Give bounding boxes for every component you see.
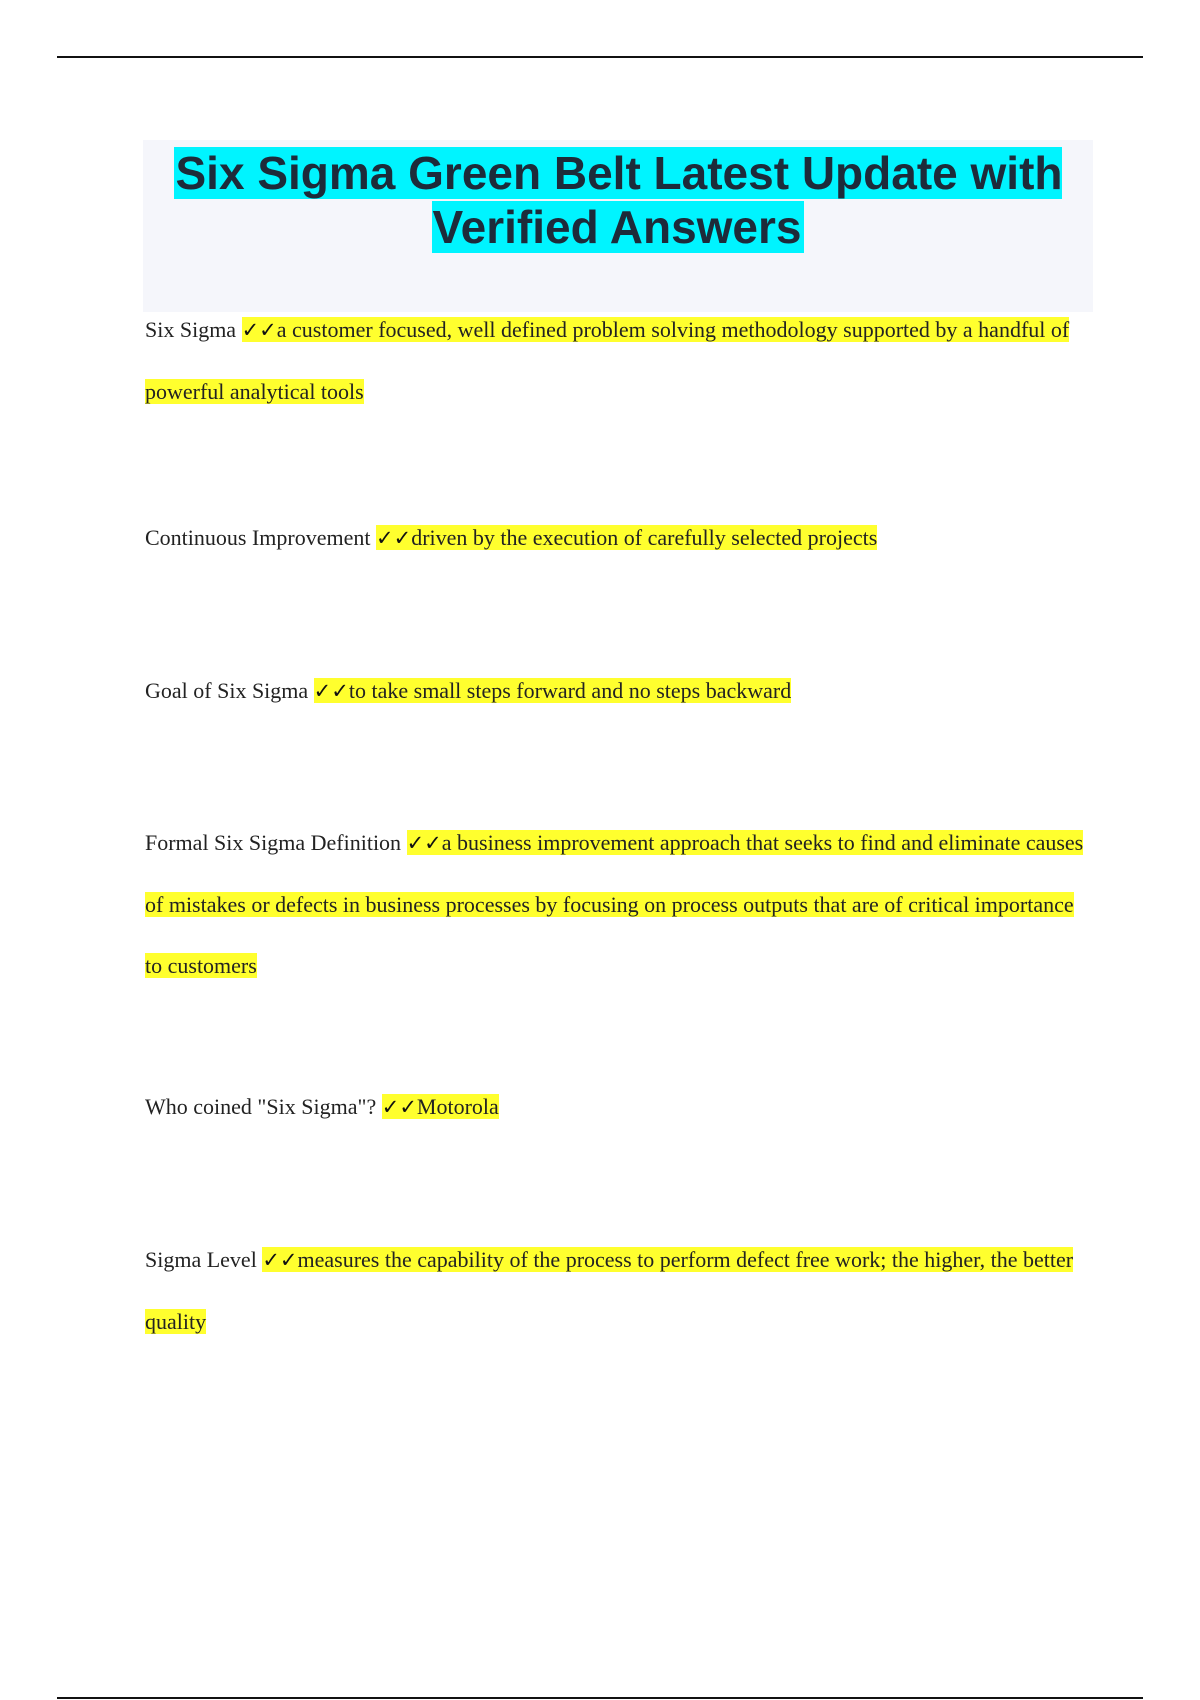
qa-entry-goal-of-six-sigma	[145, 660, 1085, 722]
answer-highlight	[314, 678, 792, 703]
term: Six Sigma	[145, 317, 237, 342]
answer-text: measures the capability of the process to perform defect free work; the higher, the better quality	[145, 1247, 1074, 1334]
double-check-icon: ✓✓	[241, 318, 277, 342]
term: Goal of Six Sigma	[145, 678, 309, 703]
document-title	[143, 140, 1093, 254]
answer-text: Motorola	[416, 1094, 499, 1119]
double-check-icon: ✓✓	[313, 679, 349, 703]
double-check-icon: ✓✓	[381, 1095, 417, 1119]
qa-entry-sigma-level	[145, 1229, 1085, 1352]
qa-entry-six-sigma	[145, 299, 1085, 422]
qa-entry-formal-definition	[145, 812, 1085, 996]
answer-text: a customer focused, well defined problem solving methodology supported by a handful of powerful analytical tools	[145, 317, 1070, 404]
top-rule	[57, 56, 1143, 58]
answer-text: driven by the execution of carefully selected projects	[411, 525, 878, 550]
qa-entry-who-coined	[145, 1076, 1085, 1138]
answer-highlight	[145, 1247, 1073, 1334]
document-title-text: Six Sigma Green Belt Latest Update with Verified Answers	[175, 147, 1063, 253]
term: Continuous Improvement	[145, 525, 371, 550]
double-check-icon: ✓✓	[406, 831, 442, 855]
answer-highlight	[382, 1094, 499, 1119]
bottom-rule	[57, 1697, 1143, 1699]
title-panel	[143, 140, 1093, 312]
answer-text: to take small steps forward and no steps backward	[348, 678, 792, 703]
answer-text: a business improvement approach that seeks to find and eliminate causes of mistakes or defects in business processes by focusing on process outputs that are of critical importance to customers	[145, 830, 1084, 978]
term: Formal Six Sigma Definition	[145, 830, 402, 855]
term: Sigma Level	[145, 1247, 257, 1272]
double-check-icon: ✓✓	[375, 526, 412, 550]
answer-highlight	[376, 525, 877, 550]
answer-highlight	[145, 317, 1069, 404]
qa-entry-continuous-improvement	[145, 507, 1085, 569]
double-check-icon: ✓✓	[262, 1248, 298, 1272]
term: Who coined "Six Sigma"?	[145, 1094, 377, 1119]
